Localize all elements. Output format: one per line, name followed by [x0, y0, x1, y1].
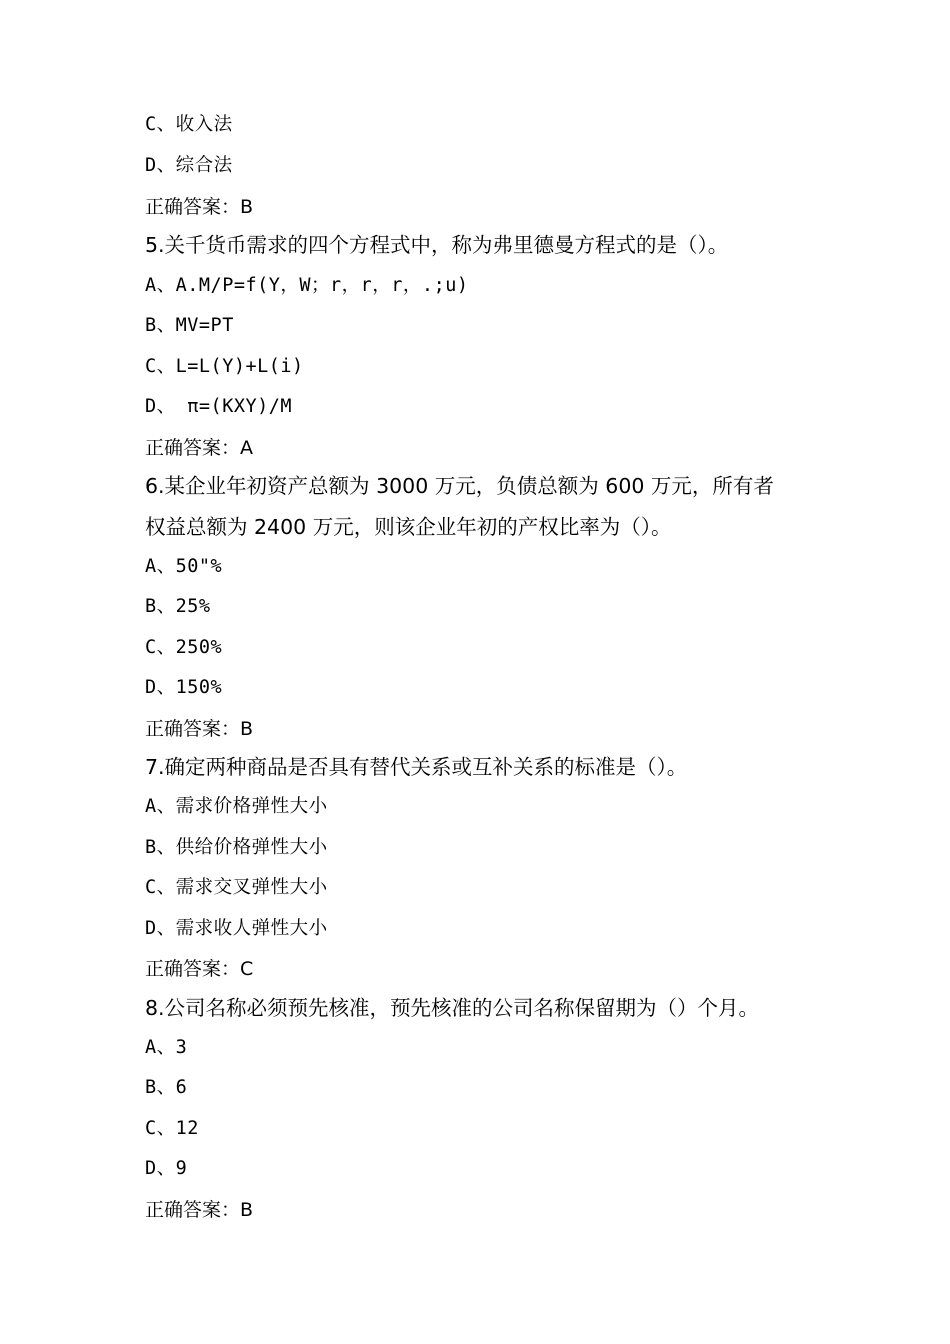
q7-stem: 7.确定两种商品是否具有替代关系或互补关系的标准是（）。: [145, 755, 688, 779]
q7-answer: 正确答案：C: [145, 958, 254, 980]
q6-stem-line-2: 权益总额为 2400 万元，则该企业年初的产权比率为（）。: [145, 515, 672, 539]
q6-option-b: B、25%: [145, 596, 211, 617]
q5-option-a: A、A.M/P=f(Y，W；r，r，r，.;u): [145, 275, 469, 296]
q8-option-b: B、6: [145, 1077, 188, 1098]
q7-option-b: B、供给价格弹性大小: [145, 837, 328, 858]
q8-option-a: A、3: [145, 1037, 188, 1058]
q8-stem: 8.公司名称必须预先核准，预先核准的公司名称保留期为（）个月。: [145, 996, 760, 1020]
q8-answer: 正确答案：B: [145, 1199, 254, 1221]
q6-option-d: D、150%: [145, 677, 223, 698]
q5-option-d: D、 π=(KXY)/M: [145, 396, 293, 417]
q5-option-b: B、MV=PT: [145, 315, 234, 336]
q5-answer: 正确答案：A: [145, 437, 253, 459]
q6-option-a: A、50"%: [145, 556, 223, 577]
q4-option-d: D、综合法: [145, 155, 233, 176]
q6-option-c: C、250%: [145, 637, 223, 658]
q5-stem: 5.关千货币需求的四个方程式中，称为弗里德曼方程式的是（）。: [145, 233, 729, 257]
q8-option-d: D、9: [145, 1158, 188, 1179]
q4-option-c: C、收入法: [145, 114, 233, 135]
q7-option-a: A、需求价格弹性大小: [145, 796, 328, 817]
q7-option-c: C、需求交叉弹性大小: [145, 877, 328, 898]
q4-answer: 正确答案：B: [145, 196, 254, 218]
q6-answer: 正确答案：B: [145, 718, 254, 740]
q5-option-c: C、L=L(Y)+L(i): [145, 356, 304, 377]
q7-option-d: D、需求收人弹性大小: [145, 918, 328, 939]
q8-option-c: C、12: [145, 1118, 199, 1139]
q6-stem-line-1: 6.某企业年初资产总额为 3000 万元，负债总额为 600 万元，所有者: [145, 474, 774, 498]
